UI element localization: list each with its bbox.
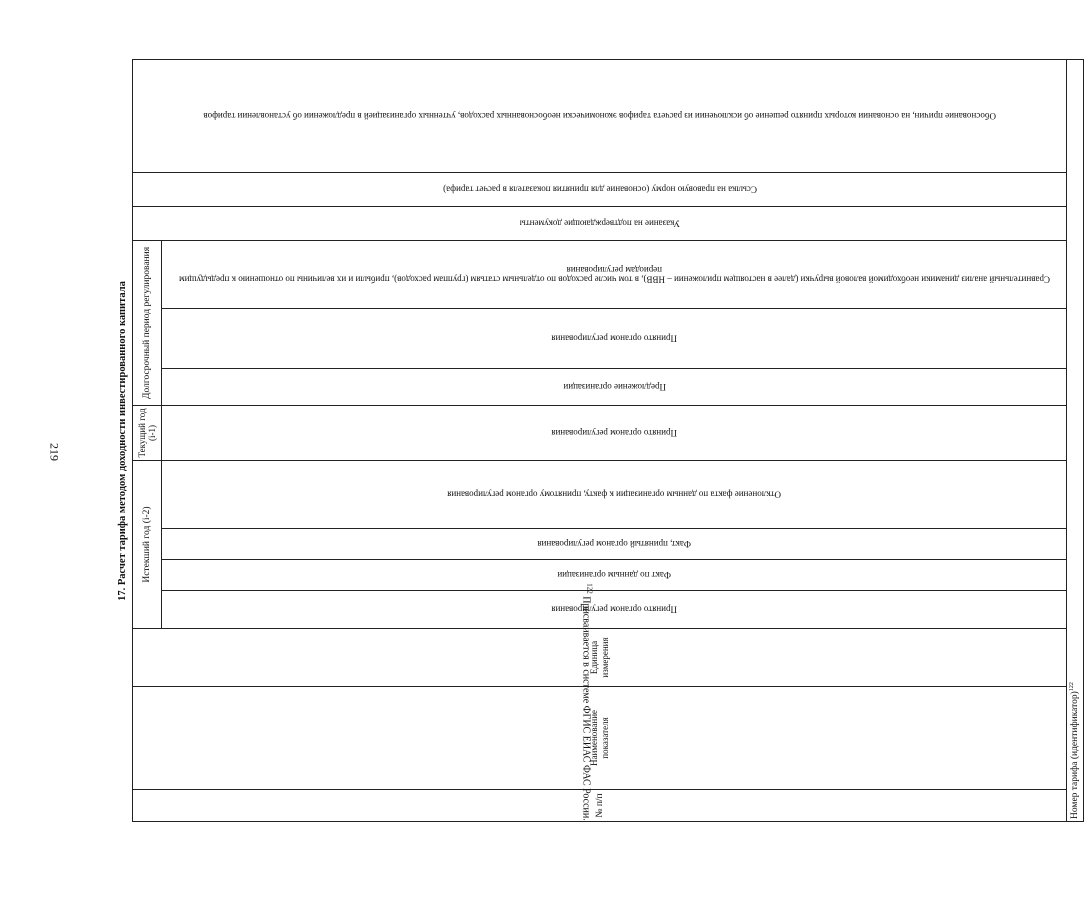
footnote (580, 583, 593, 821)
tariff-number-row (1067, 59, 1084, 821)
header-num: № п/п (133, 790, 1067, 822)
header-name: Наименование показателя (133, 687, 1067, 790)
header-current-accepted: Принято органом регулирования (162, 405, 1067, 460)
header-unit: Единица измерения (133, 629, 1067, 687)
header-prev-deviation: Отклонение факта по данным организации к факту, принятому органом регулирования (162, 460, 1067, 528)
header-justification: Обоснование причин, на основании которых принято решение об исключении из расчета тарифов экономически необоснованных расходов, учтенных организацией в предложении об установлении тарифов (133, 59, 1067, 172)
header-documents: Указание на подтверждающие документы (133, 206, 1067, 240)
header-current-year: Текущий год (i-1) (133, 405, 162, 460)
header-prev-year: Истекший год (i-2) (133, 460, 162, 628)
header-long-accepted: Принято органом регулирования (162, 308, 1067, 368)
header-prev-fact-accepted: Факт, принятый органом регулирования (162, 529, 1067, 560)
page-number: 219 (47, 443, 62, 461)
footnote-text: Присваивается в системе ФГИС ЕИАС ФАС России. (580, 596, 592, 821)
header-legal-ref: Ссылка на правовую норму (основание для принятия показателя в расчет тарифа) (133, 172, 1067, 206)
tariff-number-label: Номер тарифа (идентификатор) (1070, 691, 1081, 819)
tariff-table (132, 59, 1084, 822)
section-title: 17. Расчет тарифа методом доходности инвестированного капитала (117, 281, 128, 601)
header-prev-fact-org: Факт по данным организации (162, 560, 1067, 591)
header-prev-accepted: Принято органом регулирования (162, 591, 1067, 629)
header-long-term: Долгосрочный период регулирования (133, 240, 162, 405)
tariff-number-ref: 122 (1069, 682, 1076, 692)
header-long-comparative: Сравнительный анализ динамики необходимой валовой выручки (далее в настоящем приложении – НВВ), в том числе расходов по отдельным статьям (группам расходов), прибыли и их величины по отношению к предыдущим периодам регулирования (162, 240, 1067, 308)
footnote-marker: 122 (585, 583, 594, 594)
header-long-proposal: Предложение организации (162, 368, 1067, 405)
